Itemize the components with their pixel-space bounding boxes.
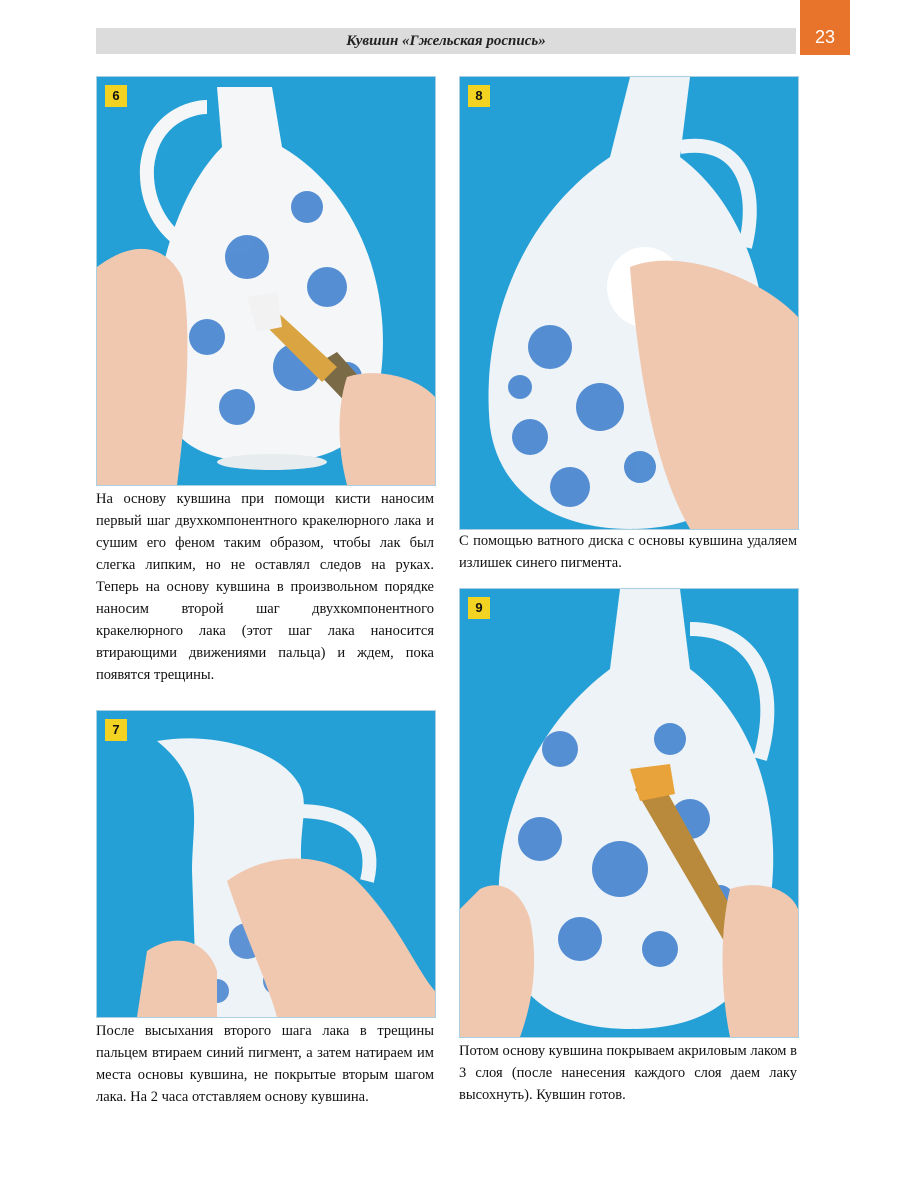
page-number: 23 <box>800 0 850 55</box>
step-8-caption: С помощью ватного диска с основы кувшина удаляем излишек синего пигмента. <box>459 533 797 571</box>
step-9-badge: 9 <box>468 597 490 619</box>
step-7-caption: После высыхания второго шага лака в трещины пальцем втираем синий пигмент, а затем натираем им места основы кувшина, не покрытые вторым шагом лака. На 2 часа отставляем основу кувшина. <box>96 1023 434 1105</box>
jug-brush-illustration <box>97 77 435 485</box>
jug-finger-illustration <box>97 711 435 1017</box>
step-6-caption: На основу кувшина при помощи кисти наносим первый шаг двухкомпонентного кракелюрного лака и сушим его феном таким образом, чтобы лак был слегка липким, но не оставлял следов на руках. Теперь на основу кувшина в произвольном порядке наносим второй шаг двухкомпонентного кракелюрного лака (этот шаг лака наносится втирающими движениями пальца) и ждем, пока появятся трещины. <box>96 491 434 683</box>
step-8-badge: 8 <box>468 85 490 107</box>
step-8-photo <box>459 76 799 530</box>
step-9-photo <box>459 588 799 1038</box>
page-title: Кувшин «Гжельская роспись» <box>346 33 546 49</box>
step-9-caption: Потом основу кувшина покрываем акриловым лаком в 3 слоя (после нанесения каждого слоя даем лаку высохнуть). Кувшин готов. <box>459 1043 797 1103</box>
step-6-badge: 6 <box>105 85 127 107</box>
step-6-photo <box>96 76 436 486</box>
step-7-badge: 7 <box>105 719 127 741</box>
step-7-photo <box>96 710 436 1018</box>
jug-varnish-illustration <box>460 589 798 1037</box>
jug-cotton-pad-illustration <box>460 77 798 529</box>
